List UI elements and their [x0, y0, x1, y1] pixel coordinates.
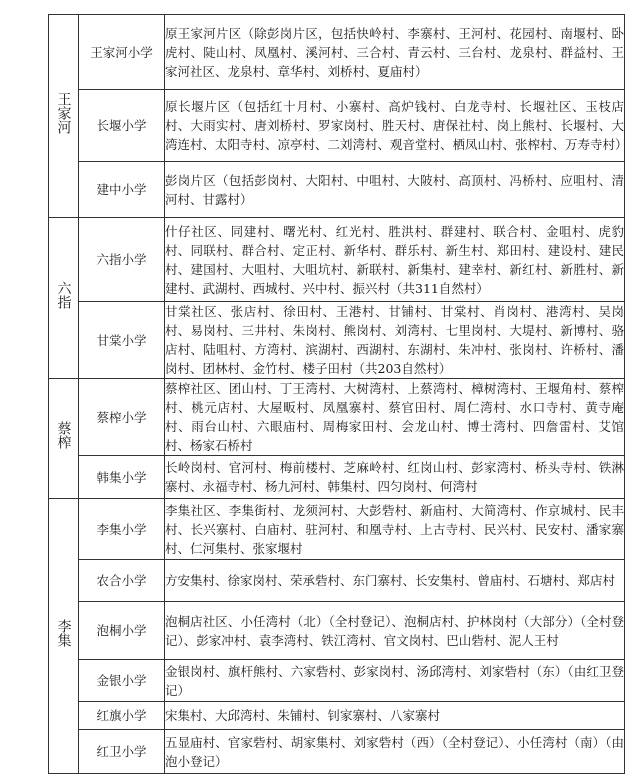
school-name: 红卫小学	[79, 730, 165, 774]
table-row	[49, 162, 625, 218]
catchment-area: 金银岗村、旗杆熊村、六家砦村、彭家岗村、汤邱湾村、刘家砦村（东）（由红卫登记）	[165, 660, 625, 702]
school-name: 农合小学	[79, 560, 165, 602]
table-row	[49, 702, 625, 730]
school-name: 甘棠小学	[79, 302, 165, 379]
table-row	[49, 90, 625, 162]
catchment-area: 甘棠社区、张店村、徐田村、王港村、甘铺村、甘棠村、肖岗村、港湾村、吴岗村、易岗村、三井村、朱岗村、熊岗村、刘湾村、七里岗村、大堤村、新博村、骆店村、陆咀村、方湾村、滨湖村、西湖村、东湖村、朱冲村、张岗村、许桥村、潘岗村、团林村、金竹村、楼子田村（共203自然村）	[165, 302, 625, 379]
school-name: 长堰小学	[79, 90, 165, 162]
table-row	[49, 499, 625, 560]
school-name: 泡桐小学	[79, 602, 165, 660]
catchment-area: 泡桐店社区、小任湾村（北）（全村登记）、泡桐店村、护林岗村（大部分）（全村登记）、彭家冲村、袁李湾村、铁江湾村、官文岗村、巴山砦村、泥人王村	[165, 602, 625, 660]
town-cell: 蔡榨	[49, 379, 79, 499]
town-cell: 六指	[49, 218, 79, 379]
school-name: 韩集小学	[79, 456, 165, 499]
table-row	[49, 218, 625, 302]
catchment-area: 方安集村、徐家岗村、荣承砦村、东门寨村、长安集村、曾庙村、石塘村、郑店村	[165, 560, 625, 602]
catchment-area: 什仔社区、同建村、曙光村、红光村、胜洪村、群建村、联合村、金咀村、虎豹村、同联村、群合村、定正村、新华村、群乐村、新生村、郑田村、建设村、建民村、建国村、大咀村、大咀坑村、新联村、新集村、建幸村、新红村、新胜村、新建村、武湖村、西城村、兴中村、振兴村（共311自然村）	[165, 218, 625, 302]
school-name: 红旗小学	[79, 702, 165, 730]
school-zoning-table	[48, 14, 628, 774]
table-row	[49, 602, 625, 660]
school-name: 六指小学	[79, 218, 165, 302]
town-cell: 王家河	[49, 15, 79, 218]
school-name: 蔡榨小学	[79, 379, 165, 456]
table-row	[49, 379, 625, 456]
table-row	[49, 560, 625, 602]
table-row	[49, 15, 625, 90]
catchment-area: 彭岗片区（包括彭岗村、大阳村、中咀村、大陂村、高顶村、冯桥村、应咀村、清河村、甘露村）	[165, 162, 625, 218]
table-row	[49, 302, 625, 379]
table-row	[49, 660, 625, 702]
school-name: 李集小学	[79, 499, 165, 560]
catchment-area: 蔡榨社区、团山村、丁王湾村、大树湾村、上蔡湾村、樟树湾村、王堰角村、蔡榨村、桃元店村、大屋畈村、凤凰寨村、蔡官田村、周仁湾村、水口寺村、黄寺庵村、雨台山村、六眼庙村、周梅家田村、会龙山村、博士湾村、四詹雷村、艾馆村、杨家石桥村	[165, 379, 625, 456]
school-name: 建中小学	[79, 162, 165, 218]
school-name: 王家河小学	[79, 15, 165, 90]
catchment-area: 原王家河片区（除彭岗片区，包括快岭村、李寨村、王河村、花园村、南堰村、卧虎村、陡山村、凤凰村、溪河村、三合村、青云村、三台村、龙泉村、群益村、王家河社区、龙泉村、章华村、刘桥村、夏庙村）	[165, 15, 625, 90]
catchment-area: 五显庙村、官家砦村、胡家集村、刘家砦村（西）（全村登记）、小任湾村（南）（由泡小登记）	[165, 730, 625, 774]
table-row	[49, 730, 625, 774]
town-cell: 李集	[49, 499, 79, 774]
catchment-area: 李集社区、李集街村、龙须河村、大彭砦村、新庙村、大简湾村、作京城村、民丰村、长兴寨村、白庙村、驻河村、和凰寺村、上古寺村、民兴村、民安村、潘家寨村、仁河集村、张家堰村	[165, 499, 625, 560]
catchment-area: 原长堰片区（包括红十月村、小寨村、高炉钱村、白龙寺村、长堰社区、玉枝店村、大雨实村、唐刘桥村、罗家岗村、胜天村、唐保社村、岗上熊村、长堰村、大湾连村、太阳寺村、凉亭村、二刘湾村、观音堂村、栖凤山村、张榨村、万寿寺村）	[165, 90, 625, 162]
table-row	[49, 456, 625, 499]
school-name: 金银小学	[79, 660, 165, 702]
catchment-area: 长岭岗村、官河村、梅前楼村、芝麻岭村、红岗山村、彭家湾村、桥头寺村、铁淋寨村、永福寺村、杨九河村、韩集村、四匀岗村、何湾村	[165, 456, 625, 499]
catchment-area: 宋集村、大邱湾村、朱铺村、钊家寨村、八家寨村	[165, 702, 625, 730]
